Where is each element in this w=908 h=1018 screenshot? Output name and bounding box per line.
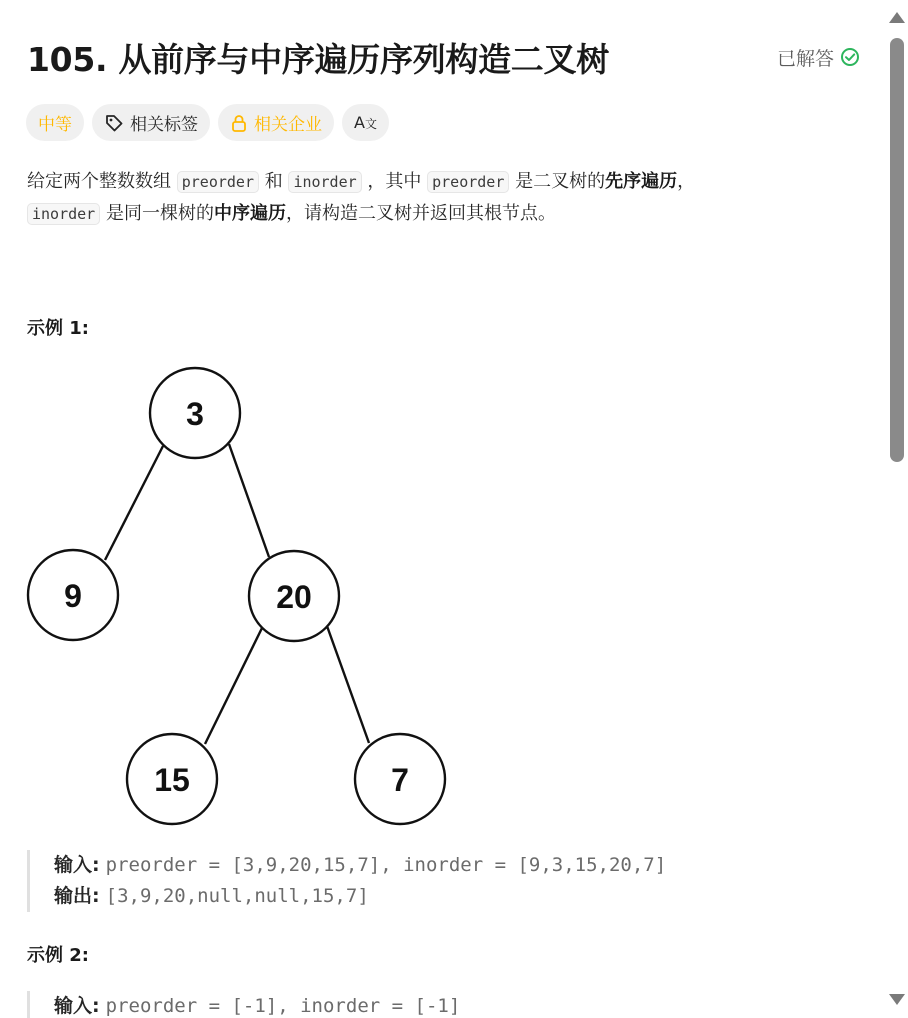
related-tags-button[interactable] [92,104,210,141]
title-row [27,34,860,80]
code-inorder: inorder [27,203,100,225]
check-circle-icon [840,47,860,67]
tag-icon [104,113,124,133]
code-preorder: preorder [177,171,259,193]
scroll-down-arrow-icon[interactable] [889,994,905,1005]
example-1-title: 示例 1: [27,318,89,339]
tree-edge [229,444,269,557]
input-label: 输入: [54,995,100,1017]
input-value: preorder = [-1], inorder = [-1] [105,995,461,1017]
related-tags-label: 相关标签 [130,115,198,135]
desc-text: 是同一棵树的 [100,203,214,224]
solved-label: 已解答 [776,47,834,70]
tree-node-label: 15 [154,762,190,798]
tree-node-label: 9 [64,578,82,614]
tree-edge [327,626,369,743]
tree-edge [205,628,262,744]
desc-text: 给定两个整数数组 [27,171,177,192]
desc-text: ，请构造二叉树并返回其根节点。 [285,203,556,224]
example-1-output-line [54,881,666,912]
tree-node-label: 3 [186,396,204,432]
input-label: 输入: [54,854,100,876]
example-1-input-line [54,850,666,881]
scroll-up-arrow-icon[interactable] [889,12,905,23]
difficulty-badge[interactable]: 中等 [26,104,84,141]
lock-icon [230,113,248,133]
translate-button[interactable] [342,104,389,141]
tag-bar [26,104,389,141]
tree-node-label: 20 [276,579,312,615]
bold-preorder-traversal: 先序遍历 [605,171,678,192]
output-value: [3,9,20,null,null,15,7] [105,885,369,907]
output-label: 输出: [54,885,100,907]
problem-description [27,166,857,230]
desc-text: ， [677,171,696,192]
example-2-input-line [54,991,460,1018]
solved-status [777,44,860,71]
problem-title[interactable]: 105. 从前序与中序遍历序列构造二叉树 [27,39,609,79]
related-companies-button[interactable] [218,104,334,141]
desc-text: ，其中 [361,171,428,192]
translate-icon: A文 [354,113,377,132]
tree-edge [105,446,163,560]
vertical-scrollbar[interactable] [886,0,908,1018]
related-companies-label: 相关企业 [254,115,322,135]
desc-text: 是二叉树的 [509,171,606,192]
input-value: preorder = [3,9,20,15,7], inorder = [9,3,15,20,7] [105,854,667,876]
example-1-tree-image [0,360,470,835]
scrollbar-thumb[interactable] [890,38,904,462]
tree-node-label: 7 [391,762,409,798]
example-1-io-block [27,850,666,912]
code-inorder: inorder [288,171,361,193]
code-preorder: preorder [427,171,509,193]
desc-text: 和 [258,171,289,192]
bold-inorder-traversal: 中序遍历 [213,203,286,224]
example-2-title: 示例 2: [27,945,89,966]
example-2-io-block [27,991,460,1018]
